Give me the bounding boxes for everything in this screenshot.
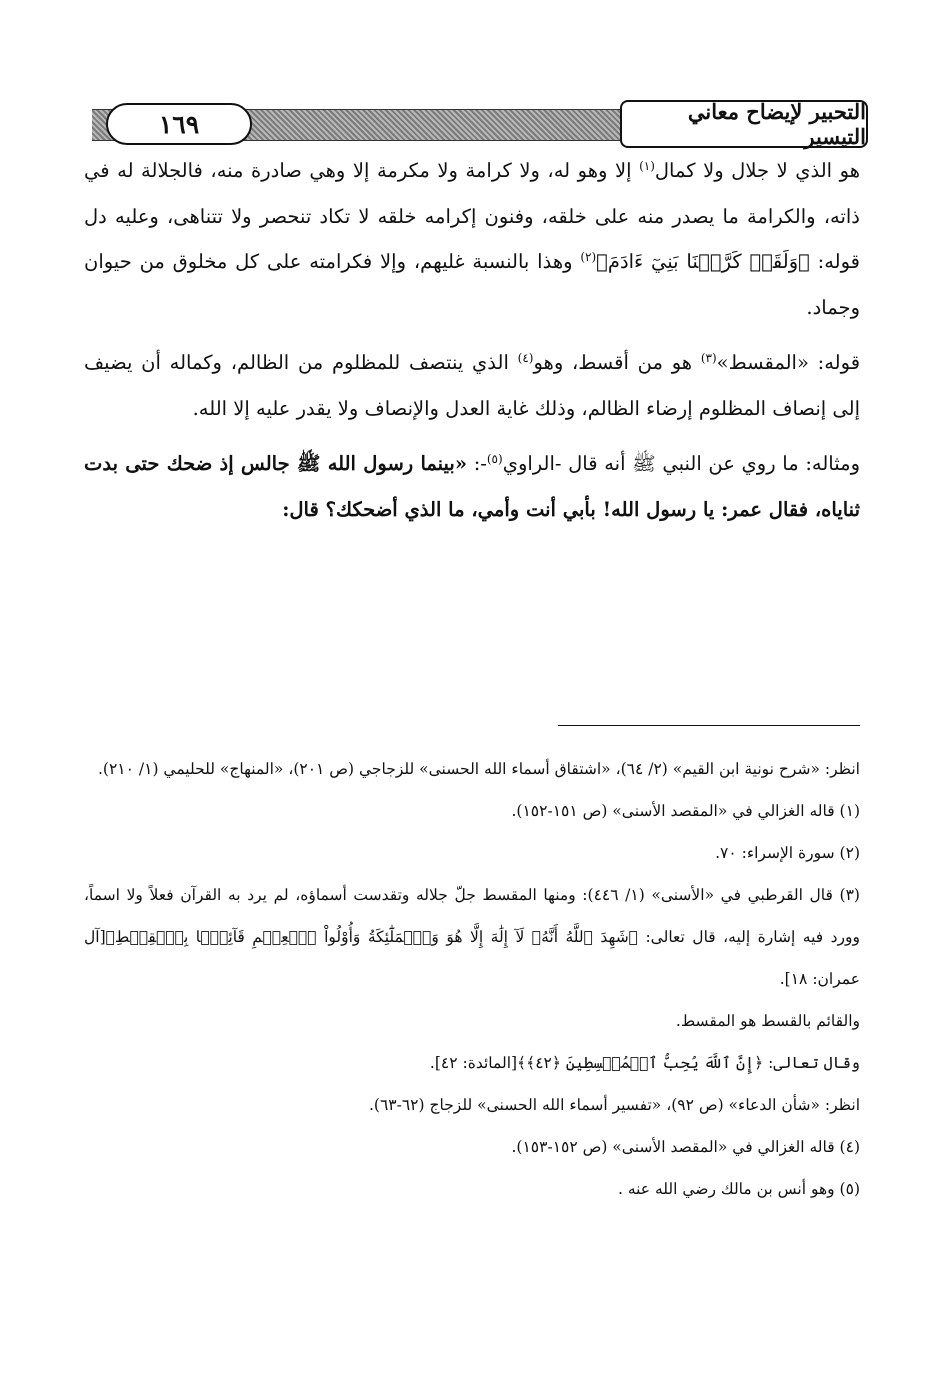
paragraph-3 [84,441,860,532]
footnote-ref-3[interactable]: (٣) [700,351,717,365]
footnote-ref-5[interactable]: (٥) [486,452,503,466]
footnote-3-cont-3: انظر: «شأن الدعاء» (ص ٩٢)، «تفسير أسماء الله الحسنى» للزجاج (٦٢-٦٣). [368,1096,860,1114]
p2-text-b: هو من أقسط، وهو [533,351,701,374]
footnote-3: (٣) قال القرطبي في «الأسنى» (١/ ٤٤٦): ومنها المقسط جلّ جلاله وتقدست أسماؤه، لم يرد به القرآن فعلاً ولا اسماً، وورد فيه إشارة إليه، قال تعالى: ﴿شَهِدَ ٱللَّهُ أَنَّهُۥ لَآ إِلَٰهَ إِلَّا هُوَ وَٱلۡمَلَٰٓئِكَةُ وَأُوْلُواْ ٱلۡعِلۡمِ قَآئِمَۢا بِٱلۡقِسۡطِ﴾[آل عمران: ١٨]. [84,886,860,988]
hadith-quote: «بينما رسول الله ﷺ جالس إذ ضحك حتى بدت ثناياه، فقال عمر: يا رسول الله! بأبي أنت وأمي، ما الذي أضحكك؟ قال: [84,452,860,521]
footnote-5: (٥) وهو أنس بن مالك رضي الله عنه . [617,1180,860,1198]
page-number: ١٦٩ [106,103,252,145]
footnote-ref-2[interactable]: (٢) [580,250,597,264]
page-header [88,100,868,148]
footnote-2: (٢) سورة الإسراء: ٧٠. [715,844,860,862]
footnote-3-cont-2: وقال تعالى: ﴿إِنَّ ٱللَّهَ يُحِبُّ ٱلۡمُقۡسِطِينَ ﴿٤٢﴾﴾[المائدة: ٤٢]. [429,1054,860,1072]
paragraph-1 [84,148,860,330]
footnote-source-ref: انظر: «شرح نونية ابن القيم» (٢/ ٦٤)، «اشتقاق أسماء الله الحسنى» للزجاجي (ص ٢٠١)، «المنهاج» للحليمي (١/ ٢١٠). [98,760,860,778]
footnotes [84,748,860,1358]
p1-text-c: وهذا بالنسبة غليهم، وإلا فكرامته على كل مخلوق من حيوان وجماد. [84,250,860,319]
book-title: التحبير لإيضاح معاني التيسير [620,100,868,148]
p3-text-a: ومثاله: ما روي عن النبي ﷺ أنه قال -الراوي [502,452,860,475]
footnote-3-cont-1: والقائم بالقسط هو المقسط. [675,1012,860,1030]
p2-text-c: الذي ينتصف للمظلوم من الظالم، وكماله أن يضيف إلى إنصاف المظلوم إرضاء الظالم، وذلك غاية العدل والإنصاف ولا يقدر عليه إلا الله. [84,351,860,420]
p1-text-b: إلا وهو له، ولا كرامة ولا مكرمة إلا وهي صادرة منه، فالجلالة له في ذاته، والكرامة ما يصدر منه على خلقه، وفنون إكرامه خلقه لا تكاد تنحصر ولا تتناهى، وعليه دل قوله: ﴿وَلَقَدۡ كَرَّمۡنَا بَنِيٓ ءَادَمَ﴾ [84,159,860,273]
paragraph-2 [84,340,860,431]
p2-text-a: قوله: «المقسط» [716,351,861,374]
footnote-1: (١) قاله الغزالي في «المقصد الأسنى» (ص ١٥١-١٥٢). [511,802,860,820]
footnote-ref-1[interactable]: (١) [639,159,655,173]
footnote-divider [558,725,860,726]
footnote-4: (٤) قاله الغزالي في «المقصد الأسنى» (ص ١٥٢-١٥٣). [511,1138,860,1156]
p1-text-a: هو الذي لا جلال ولا كمال [654,159,860,182]
footnote-ref-4[interactable]: (٤) [517,351,534,365]
p3-text-b: -: [467,452,487,475]
main-text [84,148,860,660]
